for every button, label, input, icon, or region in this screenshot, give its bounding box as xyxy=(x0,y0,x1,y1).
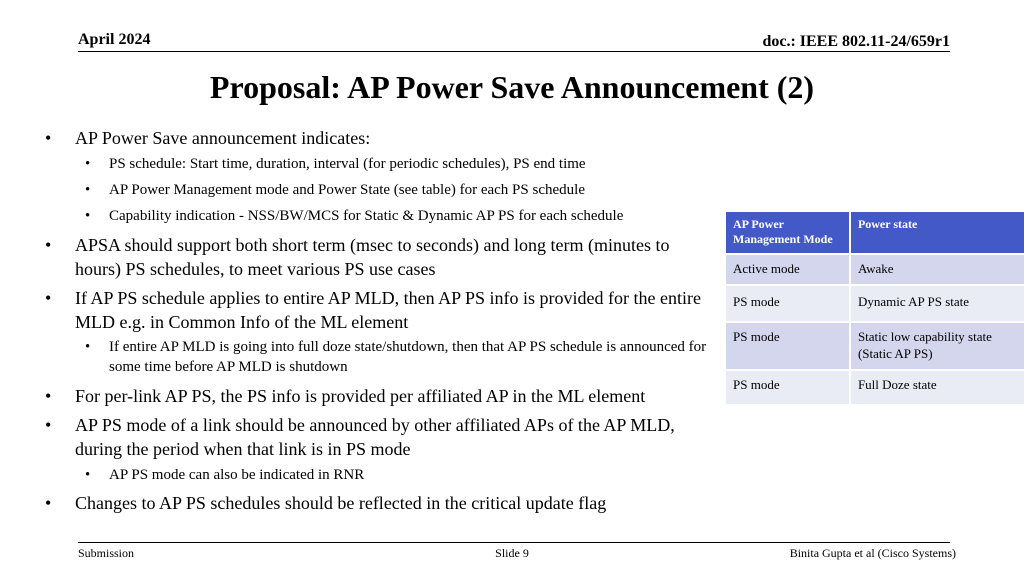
table-cell-mode: PS mode xyxy=(725,370,850,405)
table-cell-mode: PS mode xyxy=(725,322,850,370)
table-row xyxy=(725,370,1024,405)
table-cell-mode: PS mode xyxy=(725,285,850,322)
bullet-1: • AP Power Save announcement indicates: xyxy=(75,126,715,150)
slide-title: Proposal: AP Power Save Announcement (2) xyxy=(209,69,815,105)
table-header-power-state: Power state xyxy=(850,211,1024,254)
table-header-mode: AP Power Management Mode xyxy=(725,211,850,254)
footer-slide-number: Slide 9 xyxy=(495,546,529,560)
power-state-table xyxy=(724,210,1024,406)
bullet-3: • If AP PS schedule applies to entire AP MLD, then AP PS info is provided for the entire MLD e.g. in Common Info of the ML element xyxy=(75,286,715,334)
table-row xyxy=(725,285,1024,322)
footer-submission: Submission xyxy=(78,546,135,560)
sub-bullet-1-1: • PS schedule: Start time, duration, interval (for periodic schedules), PS end time xyxy=(109,153,709,175)
sub-bullet-1-2: • AP Power Management mode and Power State (see table) for each PS schedule xyxy=(109,179,709,201)
sub-bullet-3-1: • If entire AP MLD is going into full doze state/shutdown, then that AP PS schedule is announced for some time before AP MLD is shutdown xyxy=(109,337,709,377)
table-cell-mode: Active mode xyxy=(725,254,850,285)
header-date: April 2024 xyxy=(78,31,151,48)
sub-bullet-5-1: • AP PS mode can also be indicated in RNR xyxy=(109,464,709,486)
footer-divider xyxy=(78,542,950,543)
bullet-5: • AP PS mode of a link should be announced by other affiliated APs of the AP MLD, during the period when that link is in PS mode xyxy=(75,413,715,461)
footer-author: Binita Gupta et al (Cisco Systems) xyxy=(789,546,956,560)
table-header-row xyxy=(725,211,1024,254)
bullet-4: • For per-link AP PS, the PS info is provided per affiliated AP in the ML element xyxy=(75,384,715,408)
table-row xyxy=(725,322,1024,370)
table-row xyxy=(725,254,1024,285)
bullet-6: • Changes to AP PS schedules should be reflected in the critical update flag xyxy=(75,491,715,515)
table-cell-power-state: Full Doze state xyxy=(850,370,1024,405)
table-cell-power-state: Static low capability state (Static AP PS) xyxy=(850,322,1024,370)
header-doc-id: doc.: IEEE 802.11-24/659r1 xyxy=(762,33,950,50)
table-cell-power-state: Dynamic AP PS state xyxy=(850,285,1024,322)
bullet-2: • APSA should support both short term (msec to seconds) and long term (minutes to hours) PS schedules, to meet various PS use cases xyxy=(75,233,715,281)
sub-bullet-1-3: • Capability indication - NSS/BW/MCS for Static & Dynamic AP PS for each schedule xyxy=(109,205,709,227)
table-cell-power-state: Awake xyxy=(850,254,1024,285)
